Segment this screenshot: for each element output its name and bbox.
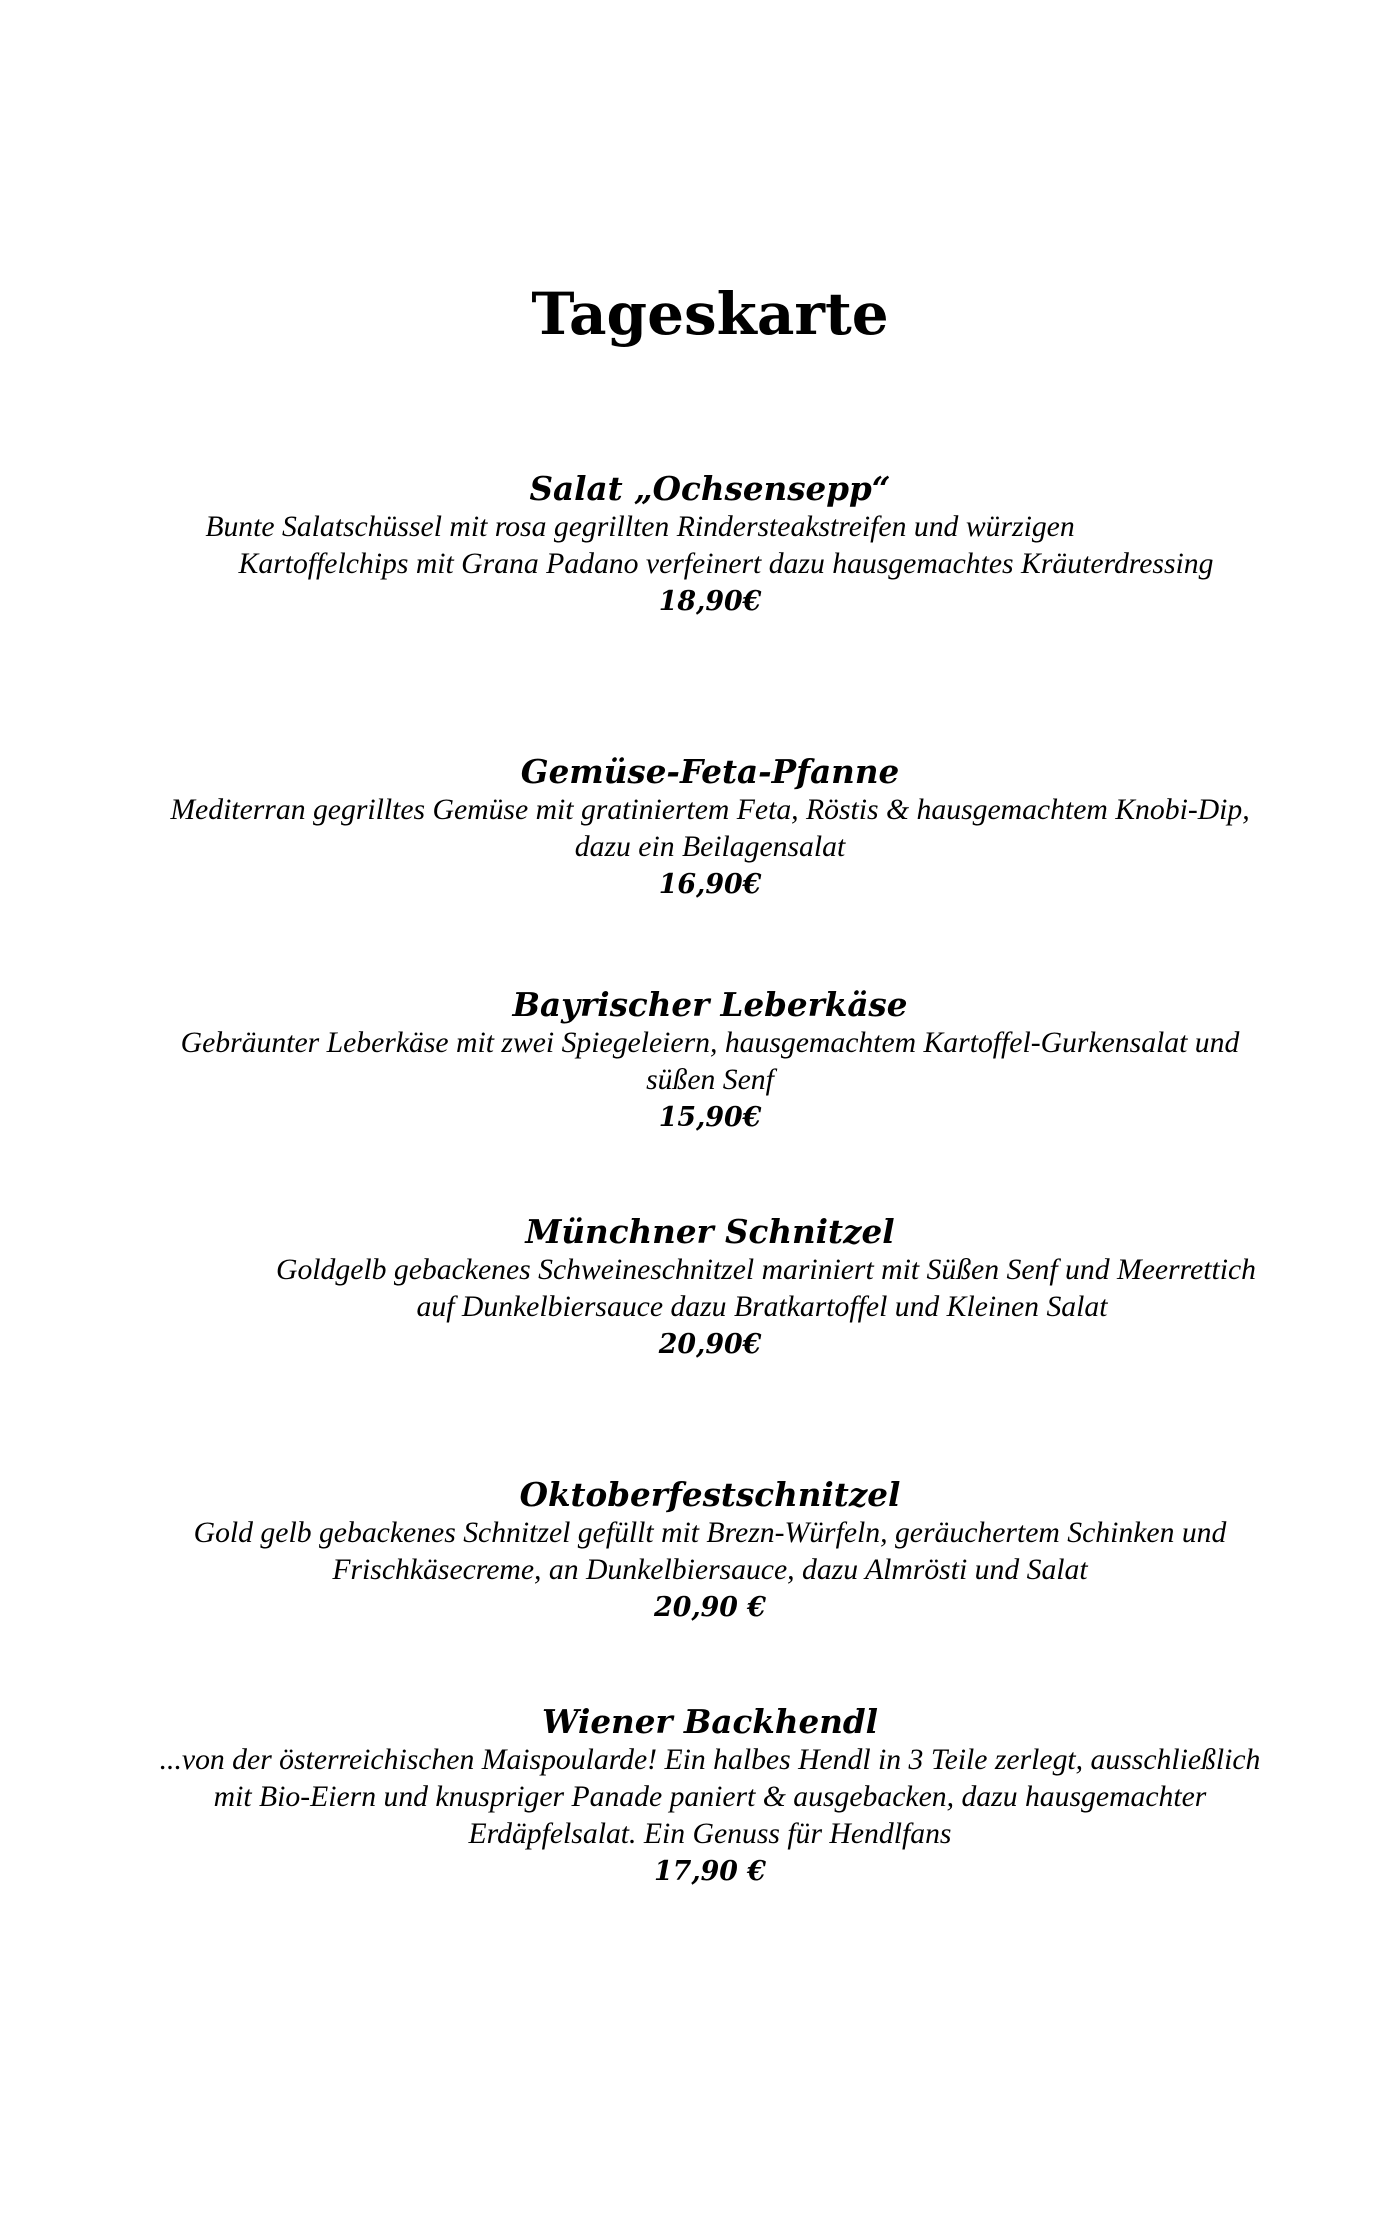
description-line: Gebräunter Leberkäse mit zwei Spiegeleiern, hausgemachtem Kartoffel-Gurkensalat und: [180, 1027, 1240, 1059]
description-line: Mediterran gegrilltes Gemüse mit gratiniertem Feta, Röstis & hausgemachtem Knobi-Dip,: [170, 794, 1250, 826]
description-line: Bunte Salatschüssel mit rosa gegrillten Rindersteakstreifen und würzigen: [205, 511, 1075, 543]
dish-salat-ochsensepp: [0, 469, 1400, 621]
dish-bayrischer-leberkaese: [0, 985, 1400, 1137]
dish-name: Münchner Schnitzel: [525, 1212, 895, 1251]
dish-name: Gemüse-Feta-Pfanne: [520, 752, 900, 791]
description-line: dazu ein Beilagensalat: [574, 831, 846, 863]
dish-description: [0, 1252, 1400, 1326]
dish-muenchner-schnitzel: [0, 1212, 1400, 1364]
dish-price: 20,90 €: [654, 1592, 766, 1623]
description-line: Erdäpfelsalat. Ein Genuss für Hendlfans: [468, 1818, 952, 1850]
dish-wiener-backhendl: [0, 1702, 1400, 1891]
dish-description: [0, 792, 1400, 866]
description-line: süßen Senf: [646, 1064, 774, 1096]
description-line: Gold gelb gebackenes Schnitzel gefüllt mit Brezn-Würfeln, geräuchertem Schinken und: [193, 1517, 1227, 1549]
dish-description: [0, 1025, 1400, 1099]
dish-name: Bayrischer Leberkäse: [512, 985, 908, 1024]
description-line: auf Dunkelbiersauce dazu Bratkartoffel und Kleinen Salat: [416, 1291, 1108, 1323]
dish-price: 20,90€: [658, 1329, 762, 1360]
description-line: Goldgelb gebackenes Schweineschnitzel mariniert mit Süßen Senf und Meerrettich: [276, 1254, 1256, 1286]
description-line: Kartoffelchips mit Grana Padano verfeinert dazu hausgemachtes Kräuterdressing: [238, 548, 1214, 580]
description-line: ...von der österreichischen Maispoularde! Ein halbes Hendl in 3 Teile zerlegt, ausschließlich: [159, 1744, 1261, 1776]
dish-price: 17,90 €: [654, 1856, 766, 1887]
dish-price: 15,90€: [658, 1102, 762, 1133]
dish-oktoberfestschnitzel: [0, 1475, 1400, 1627]
dish-name: Oktoberfestschnitzel: [519, 1475, 901, 1514]
dish-description: [0, 509, 1400, 583]
dish-gemuese-feta-pfanne: [0, 752, 1400, 904]
dish-description: [0, 1742, 1400, 1853]
dish-description: [0, 1515, 1400, 1589]
page-title: Tageskarte: [531, 280, 889, 348]
dish-price: 18,90€: [658, 586, 762, 617]
dish-price: 16,90€: [658, 869, 762, 900]
dish-name: Salat „Ochsensepp“: [529, 469, 891, 508]
dish-name: Wiener Backhendl: [541, 1702, 879, 1741]
description-line: Frischkäsecreme, an Dunkelbiersauce, dazu Almrösti und Salat: [332, 1554, 1088, 1586]
description-line: mit Bio-Eiern und knuspriger Panade paniert & ausgebacken, dazu hausgemachter: [213, 1781, 1207, 1813]
